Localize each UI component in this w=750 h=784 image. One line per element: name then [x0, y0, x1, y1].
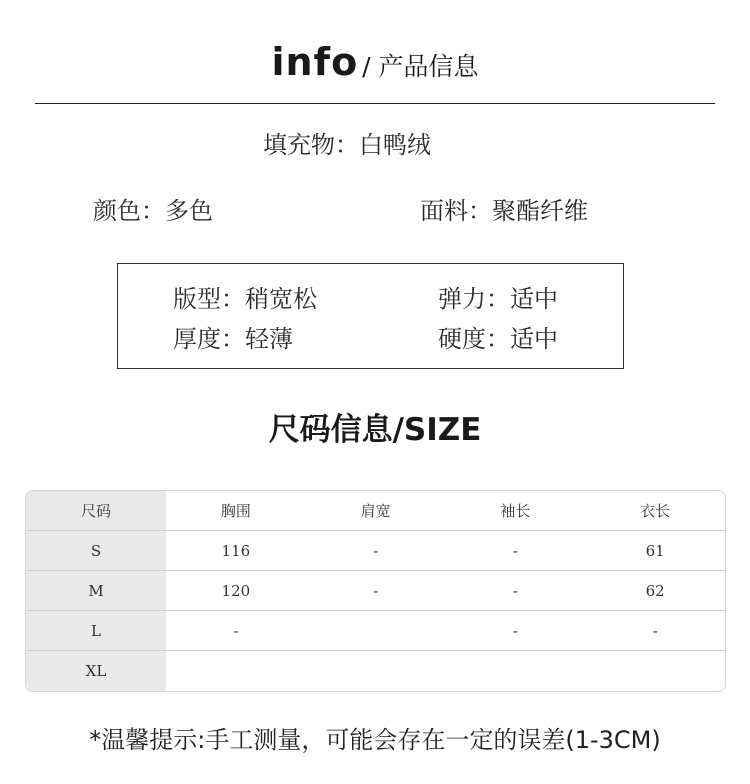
info-title-zh: / 产品信息	[362, 52, 479, 81]
size-label: M	[26, 571, 166, 611]
chest-value: 120	[166, 571, 306, 611]
table-row	[26, 611, 725, 651]
shoulder-value: -	[306, 531, 446, 571]
header-length: 衣长	[585, 491, 725, 531]
sleeve-value: -	[446, 571, 586, 611]
info-header	[0, 40, 750, 84]
length-value: -	[585, 611, 725, 651]
table-row	[26, 571, 725, 611]
size-table	[25, 490, 726, 692]
fit-attribute: 版型：稍宽松	[173, 285, 317, 313]
thickness-attribute: 厚度：轻薄	[173, 325, 293, 353]
sleeve-value: -	[446, 531, 586, 571]
chest-value: 116	[166, 531, 306, 571]
filling-attribute: 填充物：白鸭绒	[263, 131, 431, 159]
measurement-note: *温馨提示:手工测量，可能会存在一定的误差(1-3CM)	[89, 726, 661, 754]
table-header-row	[26, 491, 725, 531]
header-size: 尺码	[26, 491, 166, 531]
table-row	[26, 651, 725, 691]
color-attribute: 颜色：多色	[93, 197, 213, 225]
attribute-box	[117, 263, 624, 369]
shoulder-value: -	[306, 571, 446, 611]
shoulder-value	[306, 611, 446, 651]
stiffness-attribute: 硬度：适中	[438, 325, 558, 353]
size-label: L	[26, 611, 166, 651]
chest-value	[166, 651, 306, 691]
size-section-title: 尺码信息/SIZE	[268, 412, 482, 448]
shoulder-value	[306, 651, 446, 691]
chest-value: -	[166, 611, 306, 651]
length-value	[585, 651, 725, 691]
fabric-attribute: 面料：聚酯纤维	[420, 197, 588, 225]
header-sleeve: 袖长	[446, 491, 586, 531]
size-label: S	[26, 531, 166, 571]
sleeve-value: -	[446, 611, 586, 651]
header-divider	[35, 103, 715, 104]
sleeve-value	[446, 651, 586, 691]
header-shoulder: 肩宽	[306, 491, 446, 531]
table-row	[26, 531, 725, 571]
size-label: XL	[26, 651, 166, 691]
length-value: 61	[585, 531, 725, 571]
elasticity-attribute: 弹力：适中	[438, 285, 558, 313]
length-value: 62	[585, 571, 725, 611]
info-title-en: info	[271, 40, 359, 84]
header-chest: 胸围	[166, 491, 306, 531]
